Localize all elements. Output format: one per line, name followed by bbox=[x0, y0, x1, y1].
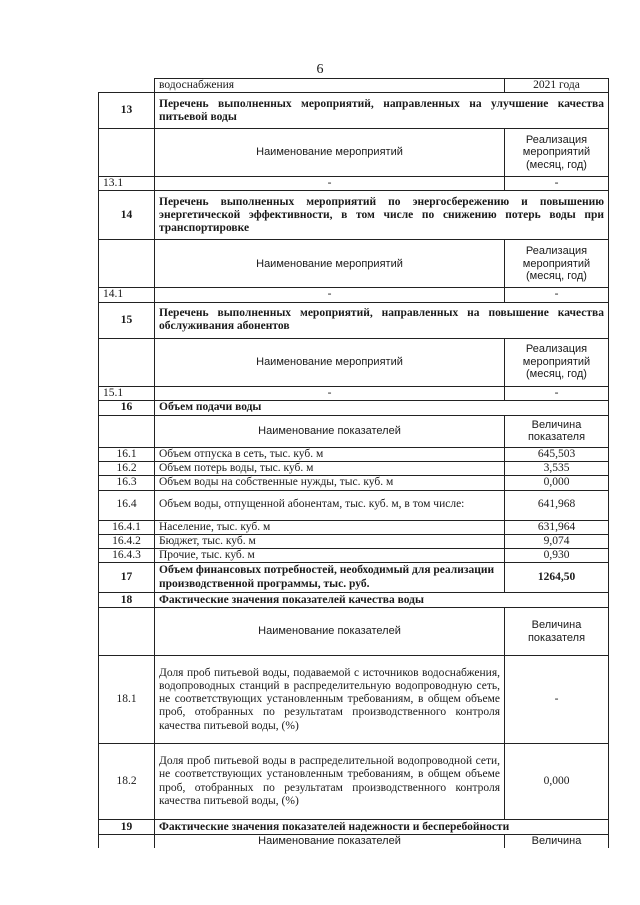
row-value: 631,964 bbox=[505, 520, 609, 534]
financial-needs-value: 1264,50 bbox=[505, 563, 609, 593]
table-row bbox=[99, 476, 609, 490]
table-row bbox=[99, 548, 609, 562]
row-name: - bbox=[155, 386, 505, 400]
row-value: - bbox=[505, 177, 609, 191]
row-name: Доля проб питьевой воды, подаваемой с источников водоснабжения, водопроводных станций в распределительную водопроводную сеть, не соответствующих установленным требованиям, в общем объеме проб, отобранных по результатам производственного контроля качества питьевой воды, (%) bbox=[155, 656, 505, 744]
section-number: 16 bbox=[99, 400, 155, 415]
section-header-18 bbox=[99, 593, 609, 608]
table-row bbox=[99, 177, 609, 191]
column-header-implementation: Реализация мероприятий (месяц, год) bbox=[505, 338, 609, 386]
row-value: - bbox=[505, 656, 609, 744]
row-number: 16.4.1 bbox=[99, 520, 155, 534]
section-header-17 bbox=[99, 563, 609, 593]
row-name: Население, тыс. куб. м bbox=[155, 520, 505, 534]
row-name: Прочие, тыс. куб. м bbox=[155, 548, 505, 562]
row-name: Объем воды, отпущенной абонентам, тыс. куб. м, в том числе: bbox=[155, 490, 505, 520]
column-header-name: Наименование показателей bbox=[155, 608, 505, 656]
column-header-row bbox=[99, 338, 609, 386]
row-number: 16.4 bbox=[99, 490, 155, 520]
column-header-value: Величина bbox=[505, 835, 609, 848]
row-number: 15.1 bbox=[99, 386, 155, 400]
section-number: 13 bbox=[99, 93, 155, 129]
top-row-left: водоснабжения bbox=[155, 79, 505, 93]
section-number: 19 bbox=[99, 820, 155, 835]
column-header-value: Величина показателя bbox=[505, 608, 609, 656]
column-header-name: Наименование мероприятий bbox=[155, 129, 505, 177]
section-title: Объем подачи воды bbox=[155, 400, 609, 415]
row-number: 18.2 bbox=[99, 744, 155, 820]
section-number: 14 bbox=[99, 191, 155, 240]
column-header-name: Наименование показателей bbox=[155, 415, 505, 447]
section-header-15 bbox=[99, 302, 609, 338]
table-row bbox=[99, 520, 609, 534]
table-row bbox=[99, 534, 609, 548]
table-row bbox=[99, 462, 609, 476]
column-header-row bbox=[99, 608, 609, 656]
row-number: 14.1 bbox=[99, 288, 155, 302]
row-value: 3,535 bbox=[505, 462, 609, 476]
section-header-13 bbox=[99, 93, 609, 129]
section-header-14 bbox=[99, 191, 609, 240]
page-number: 6 bbox=[316, 62, 324, 77]
column-header-row bbox=[99, 835, 609, 848]
section-title: Перечень выполненных мероприятий по энергосбережению и повышению энергетической эффективности, в том числе по снижению потерь воды при транспортировке bbox=[155, 191, 609, 240]
table-row bbox=[99, 79, 609, 93]
section-header-19 bbox=[99, 820, 609, 835]
section-title: Перечень выполненных мероприятий, направленных на повышение качества обслуживания абонентов bbox=[155, 302, 609, 338]
row-value: 645,503 bbox=[505, 447, 609, 461]
row-name: Бюджет, тыс. куб. м bbox=[155, 534, 505, 548]
row-name: Объем воды на собственные нужды, тыс. куб. м bbox=[155, 476, 505, 490]
row-number: 16.2 bbox=[99, 462, 155, 476]
column-header-row bbox=[99, 240, 609, 288]
section-title: Фактические значения показателей качества воды bbox=[155, 593, 609, 608]
report-table bbox=[98, 78, 609, 848]
column-header-implementation: Реализация мероприятий (месяц, год) bbox=[505, 129, 609, 177]
row-name: Доля проб питьевой воды в распределительной водопроводной сети, не соответствующих установленным требованиям, в общем объеме проб, отобранных по результатам производственного контроля качества питьевой воды, (%) bbox=[155, 744, 505, 820]
section-number: 18 bbox=[99, 593, 155, 608]
row-value: 9,074 bbox=[505, 534, 609, 548]
row-number: 18.1 bbox=[99, 656, 155, 744]
row-value: - bbox=[505, 386, 609, 400]
row-value: 641,968 bbox=[505, 490, 609, 520]
column-header-name: Наименование мероприятий bbox=[155, 240, 505, 288]
row-number: 16.3 bbox=[99, 476, 155, 490]
row-value: - bbox=[505, 288, 609, 302]
column-header-value: Величина показателя bbox=[505, 415, 609, 447]
column-header-row bbox=[99, 415, 609, 447]
column-header-implementation: Реализация мероприятий (месяц, год) bbox=[505, 240, 609, 288]
section-number: 15 bbox=[99, 302, 155, 338]
row-number: 13.1 bbox=[99, 177, 155, 191]
section-title: Фактические значения показателей надежности и бесперебойности bbox=[155, 820, 609, 835]
row-value: 0,930 bbox=[505, 548, 609, 562]
column-header-name: Наименование мероприятий bbox=[155, 338, 505, 386]
table-row bbox=[99, 386, 609, 400]
table-row bbox=[99, 447, 609, 461]
section-header-16 bbox=[99, 400, 609, 415]
column-header-row bbox=[99, 129, 609, 177]
section-title: Объем финансовых потребностей, необходимый для реализации производственной программы, тыс. руб. bbox=[155, 563, 505, 593]
table-row bbox=[99, 656, 609, 744]
row-value: 0,000 bbox=[505, 476, 609, 490]
section-number: 17 bbox=[99, 563, 155, 593]
table-row bbox=[99, 744, 609, 820]
row-name: - bbox=[155, 177, 505, 191]
column-header-name: Наименование показателей bbox=[155, 835, 505, 848]
table-row bbox=[99, 490, 609, 520]
row-name: Объем потерь воды, тыс. куб. м bbox=[155, 462, 505, 476]
row-number: 16.4.3 bbox=[99, 548, 155, 562]
table-row bbox=[99, 288, 609, 302]
section-title: Перечень выполненных мероприятий, направленных на улучшение качества питьевой воды bbox=[155, 93, 609, 129]
row-value: 0,000 bbox=[505, 744, 609, 820]
top-row-right: 2021 года bbox=[505, 79, 609, 93]
row-name: - bbox=[155, 288, 505, 302]
row-name: Объем отпуска в сеть, тыс. куб. м bbox=[155, 447, 505, 461]
row-number: 16.4.2 bbox=[99, 534, 155, 548]
row-number: 16.1 bbox=[99, 447, 155, 461]
